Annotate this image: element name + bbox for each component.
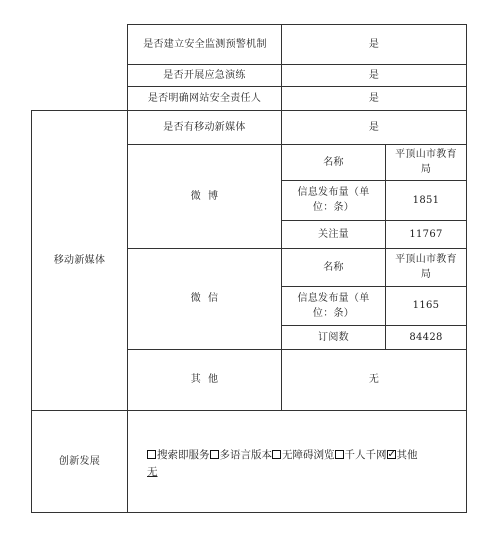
other-media-label: 其 他	[190, 374, 219, 385]
security-officer-value: 是	[368, 92, 380, 104]
checkbox-icon[interactable]	[335, 450, 344, 459]
website-report-table	[31, 24, 467, 513]
option-search-service[interactable]: 搜索即服务	[147, 449, 210, 461]
has-mobile-media-value: 是	[368, 121, 380, 133]
wechat-posts-value: 1165	[412, 300, 440, 311]
weibo-name-label: 名称	[323, 156, 344, 168]
emergency-drill-label: 是否开展应急演练	[163, 69, 246, 81]
wechat-subscribers-value: 84428	[409, 331, 443, 343]
weibo-posts-value: 1851	[412, 194, 440, 206]
innovation-label: 创新发展	[58, 455, 101, 467]
option-multilingual[interactable]: 多语言版本	[210, 449, 273, 461]
innovation-other-value: 无	[147, 466, 158, 478]
weibo-name-value: 平顶山市教育局	[395, 149, 457, 175]
wechat-name-label: 名称	[323, 261, 344, 273]
monitoring-warning-value: 是	[368, 38, 380, 50]
table-border-bottom	[31, 512, 467, 513]
option-personalized[interactable]: 千人千网	[335, 449, 387, 461]
wechat-subscribers-label: 订阅数	[318, 331, 349, 343]
weibo-followers-value: 11767	[409, 228, 443, 240]
emergency-drill-value: 是	[368, 69, 380, 81]
wechat-posts-label: 信息发布量（单位：条）	[297, 292, 370, 319]
table-border-right	[466, 24, 467, 513]
option-other[interactable]: ✓ 其他	[387, 449, 418, 461]
checkbox-icon[interactable]	[147, 450, 156, 459]
wechat-name-value: 平顶山市教育局	[395, 254, 457, 280]
security-officer-label: 是否明确网站安全责任人	[147, 92, 262, 104]
mobile-media-section-label: 移动新媒体	[53, 254, 106, 266]
weibo-posts-label: 信息发布量（单位：条）	[297, 187, 370, 213]
option-accessibility[interactable]: 无障碍浏览	[272, 449, 335, 461]
wechat-label: 微 信	[190, 293, 219, 304]
other-media-value: 无	[368, 374, 380, 385]
checkbox-icon[interactable]	[272, 450, 281, 459]
has-mobile-media-label: 是否有移动新媒体	[163, 121, 246, 133]
checkbox-icon[interactable]	[210, 450, 219, 459]
checkbox-checked-icon[interactable]	[387, 450, 396, 459]
innovation-options	[147, 447, 467, 481]
monitoring-warning-label: 是否建立安全监测预警机制	[143, 38, 267, 50]
weibo-label: 微 博	[190, 190, 219, 202]
weibo-followers-label: 关注量	[318, 228, 349, 240]
